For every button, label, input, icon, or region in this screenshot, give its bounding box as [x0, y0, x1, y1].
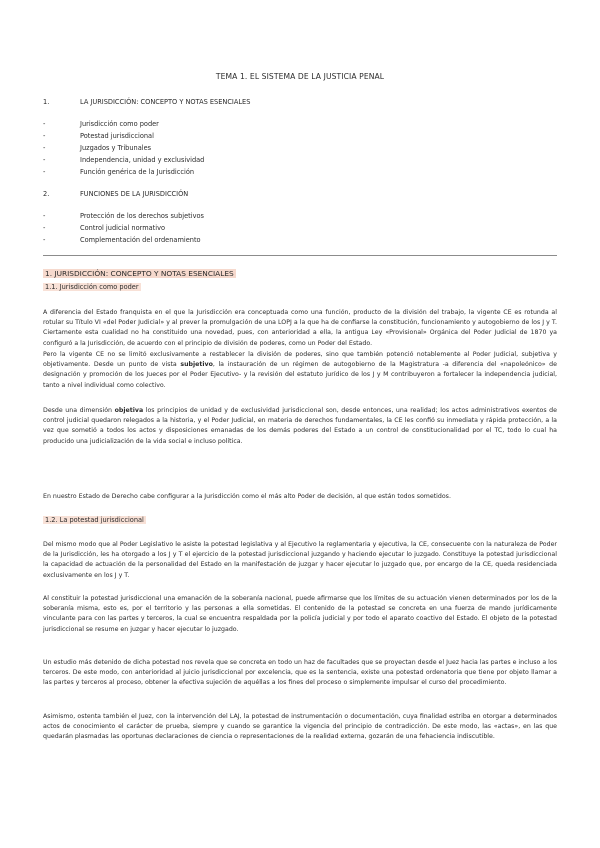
paragraph: Del mismo modo que al Poder Legislativo le asiste la potestad legislativa y al Ejecutivo la reglamentaria y ejecutiva, la CE, consecuente con la naturaleza de Poder de la Jurisdicción, les ha otorgado a los J y T el ejercicio de la potestad jurisdiccional juzgando y haciendo ejecutar lo juzgado. Constituye la potestad jurisdiccional la capacidad de actuación de la personalidad del Estado en la manifestación de juzgar y hacer ejecutar lo juzgado que, por encargo de la CE, queda residenciada exclusivamente en los J y T. — [43, 541, 557, 579]
outline-item-text: Complementación del ordenamiento — [80, 236, 201, 244]
paragraph-text: Pero la vigente CE no se limitó exclusivamente a restablecer la división de poderes, sino que también potenció notablemente al Poder Judicial, subjetiva y objetivamente. Desde un punto de vista — [43, 351, 557, 369]
section-divider — [43, 255, 557, 256]
bullet-dash: - — [43, 224, 46, 232]
bold-term: subjetivo — [180, 361, 213, 369]
outline-heading: LA JURISDICCIÓN: CONCEPTO Y NOTAS ESENCIALES — [80, 98, 251, 106]
paragraph-text: , la instauración de un régimen de autogobierno de la Magistratura -a diferencia del «napoleónico» de designación y promoción de los Jueces por el Poder Ejecutivo- y la revisión del estatuto jurídico de los J y M contribuyeron a fortalecer la independencia judicial, tanto a nivel individual como colectivo. — [43, 361, 557, 389]
outline-item-text: Protección de los derechos subjetivos — [80, 212, 204, 220]
paragraph — [43, 406, 557, 447]
outline-item — [43, 144, 563, 155]
outline-item — [43, 156, 563, 167]
outline-heading-row — [43, 98, 563, 109]
outline-item — [43, 236, 563, 247]
bullet-dash: - — [43, 120, 46, 128]
outline-item — [43, 132, 563, 143]
outline-number: 2. — [43, 190, 50, 198]
outline-item — [43, 168, 563, 179]
paragraph: En nuestro Estado de Derecho cabe configurar a la Jurisdicción como el más alto Poder de decisión, al que están todos sometidos. — [43, 493, 451, 500]
document-title: TEMA 1. EL SISTEMA DE LA JUSTICIA PENAL — [215, 72, 385, 81]
outline-item-text: Juzgados y Tribunales — [80, 144, 152, 152]
bullet-dash: - — [43, 132, 46, 140]
subsection-heading-1-1: 1.1. Jurisdicción como poder — [45, 283, 139, 291]
outline-item-text: Control judicial normativo — [80, 224, 166, 232]
bullet-dash: - — [43, 236, 46, 244]
bullet-dash: - — [43, 156, 46, 164]
paragraph: Al constituir la potestad jurisdiccional una emanación de la soberanía nacional, puede afirmarse que los límites de su actuación vienen determinados por los de la soberanía misma, esto es, por el territorio y las personas a ella sometidas. El contenido de la potestad se concreta en una fuerza de mando jurídicamente vinculante para con las partes y terceros, la cual se encuentra respaldada por la policía judicial y por todo el aparato coactivo del Estado. El objeto de la potestad jurisdiccional se resume en juzgar y hacer ejecutar lo juzgado. — [43, 595, 557, 633]
outline-heading-row — [43, 190, 563, 201]
subsection-heading-1-2: 1.2. La potestad jurisdiccional — [45, 516, 144, 524]
outline-item-text: Jurisdicción como poder — [80, 120, 159, 128]
paragraph: A diferencia del Estado franquista en el que la Jurisdicción era conceptuada como una función, producto de la división del trabajo, la vigente CE es rotunda al rotular su Título VI «del Poder Judicial» y al prever la promulgación de una LOPJ a la que ha de confiarse la constitución, funcionamiento y autogobierno de los J y T. Ciertamente esta cualidad no ha constituido una novedad, pues, con anterioridad a ella, la antigua Ley «Provisional» Orgánica del Poder Judicial de 1870 ya configuró a la Jurisdicción, de acuerdo con el principio de división de poderes, como un Poder del Estado. — [43, 309, 557, 347]
bullet-dash: - — [43, 212, 46, 220]
section-heading: 1. JURISDICCIÓN: CONCEPTO Y NOTAS ESENCIALES — [45, 269, 234, 278]
outline-heading: FUNCIONES DE LA JURISDICCIÓN — [80, 190, 189, 198]
bold-term: objetiva — [114, 407, 144, 414]
bullet-dash: - — [43, 168, 46, 176]
paragraph-text: Desde una dimensión — [43, 407, 115, 414]
paragraph: Asimismo, ostenta también el Juez, con la intervención del LAJ, la potestad de instrumentación o documentación, cuya finalidad estriba en otorgar a determinados actos de conocimiento el carácter de prueba, siempre y cuando se garantice la vigencia del principio de contradicción. De este modo, las «actas», en las que quedarán plasmadas las oportunas declaraciones de ciencia o representaciones de la realidad externa, gozarán de una fehaciencia indiscutible. — [43, 713, 557, 741]
bullet-dash: - — [43, 144, 46, 152]
paragraph — [43, 350, 557, 391]
outline-item — [43, 224, 563, 235]
outline-item-text: Potestad jurisdiccional — [80, 132, 154, 140]
outline-item-text: Función genérica de la Jurisdicción — [80, 168, 195, 176]
outline-item — [43, 212, 563, 223]
outline-item-text: Independencia, unidad y exclusividad — [80, 156, 205, 164]
outline-item — [43, 120, 563, 131]
paragraph-text: los principios de unidad y de exclusividad jurisdiccional son, desde entonces, una realidad; los actos administrativos exentos de control judicial quedaron relegados a la historia, y el Poder Judicial, en materia de derechos fundamentales, la CE les confió su inmediata y rápida protección, a la vez que sometió a todos los actos y disposiciones emanadas de los demás poderes del Estado a un control de constitucionalidad por el TC, todo lo cual ha producido una judicialización de la vida social e incluso política. — [43, 407, 557, 445]
paragraph: Un estudio más detenido de dicha potestad nos revela que se concreta en todo un haz de facultades que se proyectan desde el Juez hacia las partes e incluso a los terceros. De este modo, con anterioridad al juicio jurisdiccional por excelencia, que es la sentencia, existe una potestad ordenatoria que tiene por objeto llamar a las partes y terceros al proceso, obtener la efectiva sujeción de aquéllas a los fines del proceso o simplemente impulsar el curso del procedimiento. — [43, 659, 557, 687]
outline-number: 1. — [43, 98, 50, 106]
